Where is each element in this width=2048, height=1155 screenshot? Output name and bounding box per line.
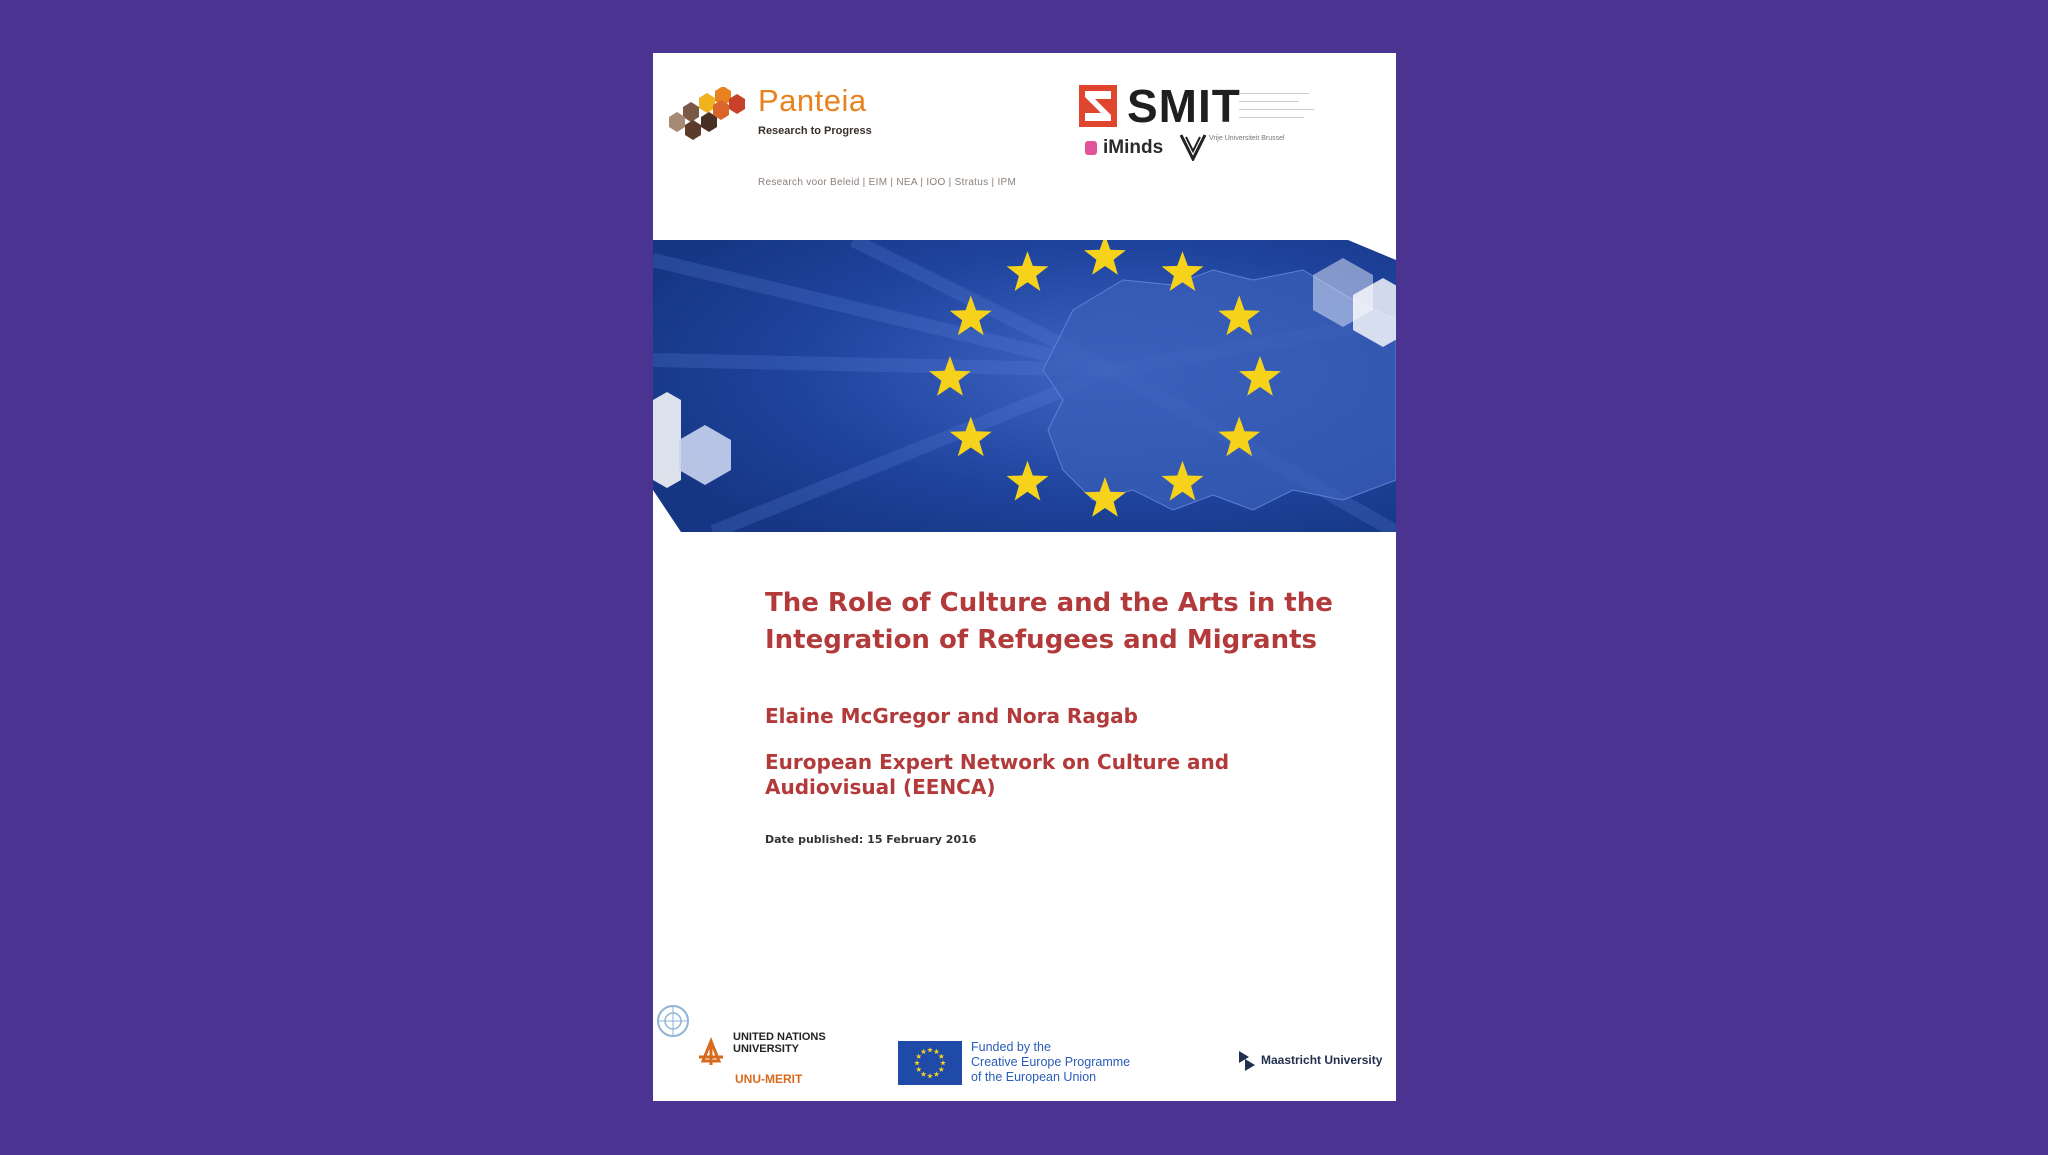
publication-date: Date published: 15 February 2016: [765, 833, 977, 846]
smit-mark-icon: [1079, 85, 1119, 127]
unu-merit-logo: [655, 1003, 855, 1093]
maastricht-name: Maastricht University: [1261, 1053, 1383, 1067]
iminds-logo: [1085, 137, 1163, 159]
maastricht-icon: [1237, 1049, 1257, 1071]
network-line-2: Audiovisual (EENCA): [765, 775, 996, 799]
eu-line-3: of the European Union: [971, 1070, 1097, 1084]
panteia-tagline: Research to Progress: [758, 125, 872, 137]
maastricht-logo: [1237, 1049, 1396, 1079]
smit-wordmark: SMIT: [1127, 80, 1241, 132]
eu-line-1: Funded by the: [971, 1040, 1051, 1054]
iminds-dot-icon: [1085, 141, 1097, 155]
title-line-2: Integration of Refugees and Migrants: [765, 625, 1317, 655]
panteia-name: Panteia: [758, 83, 867, 118]
authors: Elaine McGregor and Nora Ragab: [765, 704, 1138, 728]
vub-name: Vrije Universiteit Brussel: [1209, 135, 1285, 142]
expert-network: [765, 750, 1325, 800]
unu-merit-label: UNU-MERIT: [735, 1072, 803, 1086]
smit-tagline-lines: [1239, 89, 1314, 121]
unu-line-1: UNITED NATIONS: [733, 1031, 826, 1043]
report-cover-page: [653, 53, 1396, 1101]
vub-icon: [1179, 133, 1207, 161]
network-line-1: European Expert Network on Culture and: [765, 750, 1230, 774]
eu-funding-statement: [971, 1040, 1151, 1085]
panteia-logo: [669, 81, 1017, 201]
unu-icon: [655, 1003, 735, 1073]
title-line-1: The Role of Culture and the Arts in the: [765, 588, 1333, 618]
report-title: [765, 585, 1365, 659]
eu-map-banner: [653, 240, 1396, 532]
panteia-subbrands: Research voor Beleid | EIM | NEA | IOO | Stratus | IPM: [758, 177, 1017, 188]
smit-logo: [1079, 80, 1329, 185]
unu-line-2: UNIVERSITY: [733, 1043, 800, 1055]
eu-flag-icon: [898, 1041, 962, 1085]
unu-name: [733, 1031, 843, 1055]
eu-line-2: Creative Europe Programme: [971, 1055, 1131, 1069]
iminds-name: iMinds: [1103, 137, 1164, 158]
panteia-hexagon-icon: [669, 87, 751, 147]
